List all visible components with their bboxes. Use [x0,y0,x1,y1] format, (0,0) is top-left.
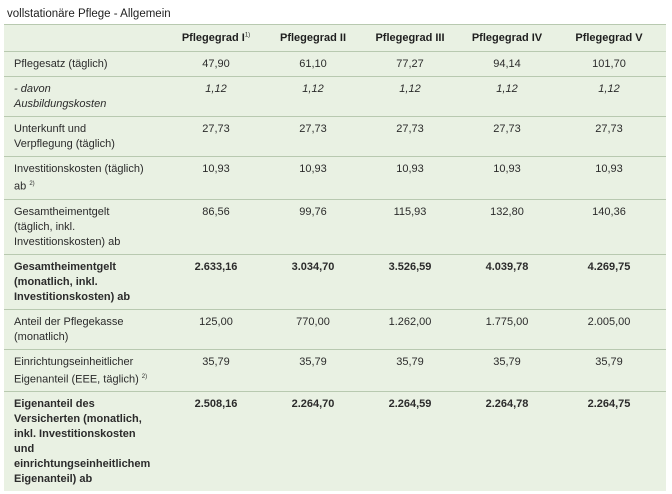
footnote-marker: 2) [29,181,35,187]
table-cell: 1,12 [552,77,666,117]
table-cell: 27,73 [164,117,268,157]
table-cell: 4.039,78 [462,254,552,309]
table-cell: 94,14 [462,52,552,77]
table-cell: 2.005,00 [552,309,666,349]
table-cell: 47,90 [164,52,268,77]
table-title: vollstationäre Pflege - Allgemein [4,4,666,25]
row-label-line: Pflegesatz (täglich) [14,58,108,70]
row-label-line: und [14,443,35,456]
table-row [4,77,666,117]
row-label-line: inkl. Investitionskosten [14,428,136,441]
row-label-line: ab [14,180,27,193]
row-label-line: Einrichtungseinheitlicher [14,355,134,368]
row-label-line: Anteil der Pflegekasse [14,315,124,328]
table-cell: 2.264,70 [291,398,335,411]
table-cell: 1,12 [268,77,358,117]
table-cell: 3.526,59 [358,254,462,309]
row-label [4,392,164,492]
row-label-line: (täglich, inkl. [14,220,76,233]
table-cell: 27,73 [268,117,358,157]
table-cell: 2.264,78 [485,398,529,411]
table-cell: 10,93 [462,157,552,200]
row-label-line: - davon [14,83,51,95]
table-cell: 140,36 [552,199,666,254]
table-cell: 1,12 [462,77,552,117]
care-cost-table [4,25,666,491]
row-label-line: Verpflegung (täglich) [14,138,115,150]
row-label-line: (monatlich) [14,330,69,343]
table-cell: 77,27 [358,52,462,77]
table-row [4,392,666,492]
table-cell: 132,80 [462,199,552,254]
row-label-line: Investitionskosten) ab [14,235,121,248]
table-cell: 2.264,75 [587,398,631,411]
table-row [4,52,666,77]
table-cell: 2.264,59 [388,398,432,411]
care-cost-table-container [4,4,666,491]
header-empty-cell [4,25,164,52]
table-cell: 27,73 [358,117,462,157]
table-cell: 770,00 [268,309,358,349]
row-label-line: Unterkunft und [14,123,87,135]
table-header-row [4,25,666,52]
table-cell: 35,79 [164,349,268,392]
table-row [4,157,666,200]
table-row [4,349,666,392]
row-label [4,349,164,392]
header-pflegegrad-1 [164,25,268,52]
row-label [4,77,164,117]
table-cell: 10,93 [164,157,268,200]
table-cell: 101,70 [552,52,666,77]
table-row [4,309,666,349]
table-cell: 2.633,16 [164,254,268,309]
table-cell: 61,10 [268,52,358,77]
table-cell: 1,12 [164,77,268,117]
row-label [4,157,164,200]
row-label-line: Eigenanteil) ab [14,473,93,486]
row-label-line: Eigenanteil (EEE, täglich) [14,373,139,386]
row-label-line: Investitionskosten (täglich) [14,163,144,175]
row-label-line: Gesamtheimentgelt [14,260,117,273]
row-label [4,254,164,309]
table-cell: 35,79 [358,349,462,392]
row-label-line: (monatlich, inkl. [14,275,98,288]
table-cell: 1.775,00 [462,309,552,349]
footnote-marker: 1) [244,32,251,39]
row-label-line: Investitionskosten) ab [14,290,131,303]
table-cell: 35,79 [462,349,552,392]
table-cell: 1.262,00 [358,309,462,349]
row-label-line: Gesamtheimentgelt [14,205,110,218]
table-cell: 99,76 [268,199,358,254]
header-pflegegrad-5: Pflegegrad V [552,25,666,52]
table-row [4,199,666,254]
table-cell: 2.508,16 [194,398,238,411]
table-cell: 4.269,75 [552,254,666,309]
header-pflegegrad-4: Pflegegrad IV [462,25,552,52]
table-row [4,254,666,309]
table-cell: 27,73 [552,117,666,157]
table-cell: 35,79 [268,349,358,392]
row-label [4,309,164,349]
table-cell: 10,93 [552,157,666,200]
table-cell: 10,93 [358,157,462,200]
footnote-marker: 2) [141,373,148,380]
table-cell: 3.034,70 [268,254,358,309]
row-label-line: Versicherten (monatlich, [14,413,142,426]
table-cell: 125,00 [164,309,268,349]
table-cell: 86,56 [164,199,268,254]
row-label-line: einrichtungseinheitlichem [14,458,151,471]
header-pflegegrad-1-label: Pflegegrad I [181,32,245,44]
table-cell: 10,93 [268,157,358,200]
table-row [4,117,666,157]
table-cell: 115,93 [358,199,462,254]
row-label-line: Ausbildungskosten [14,98,107,110]
table-cell: 27,73 [462,117,552,157]
row-label-line: Eigenanteil des [14,398,95,411]
table-cell: 1,12 [358,77,462,117]
table-cell: 35,79 [552,349,666,392]
row-label [4,117,164,157]
row-label [4,199,164,254]
header-pflegegrad-2: Pflegegrad II [268,25,358,52]
row-label [4,52,164,77]
header-pflegegrad-3: Pflegegrad III [358,25,462,52]
